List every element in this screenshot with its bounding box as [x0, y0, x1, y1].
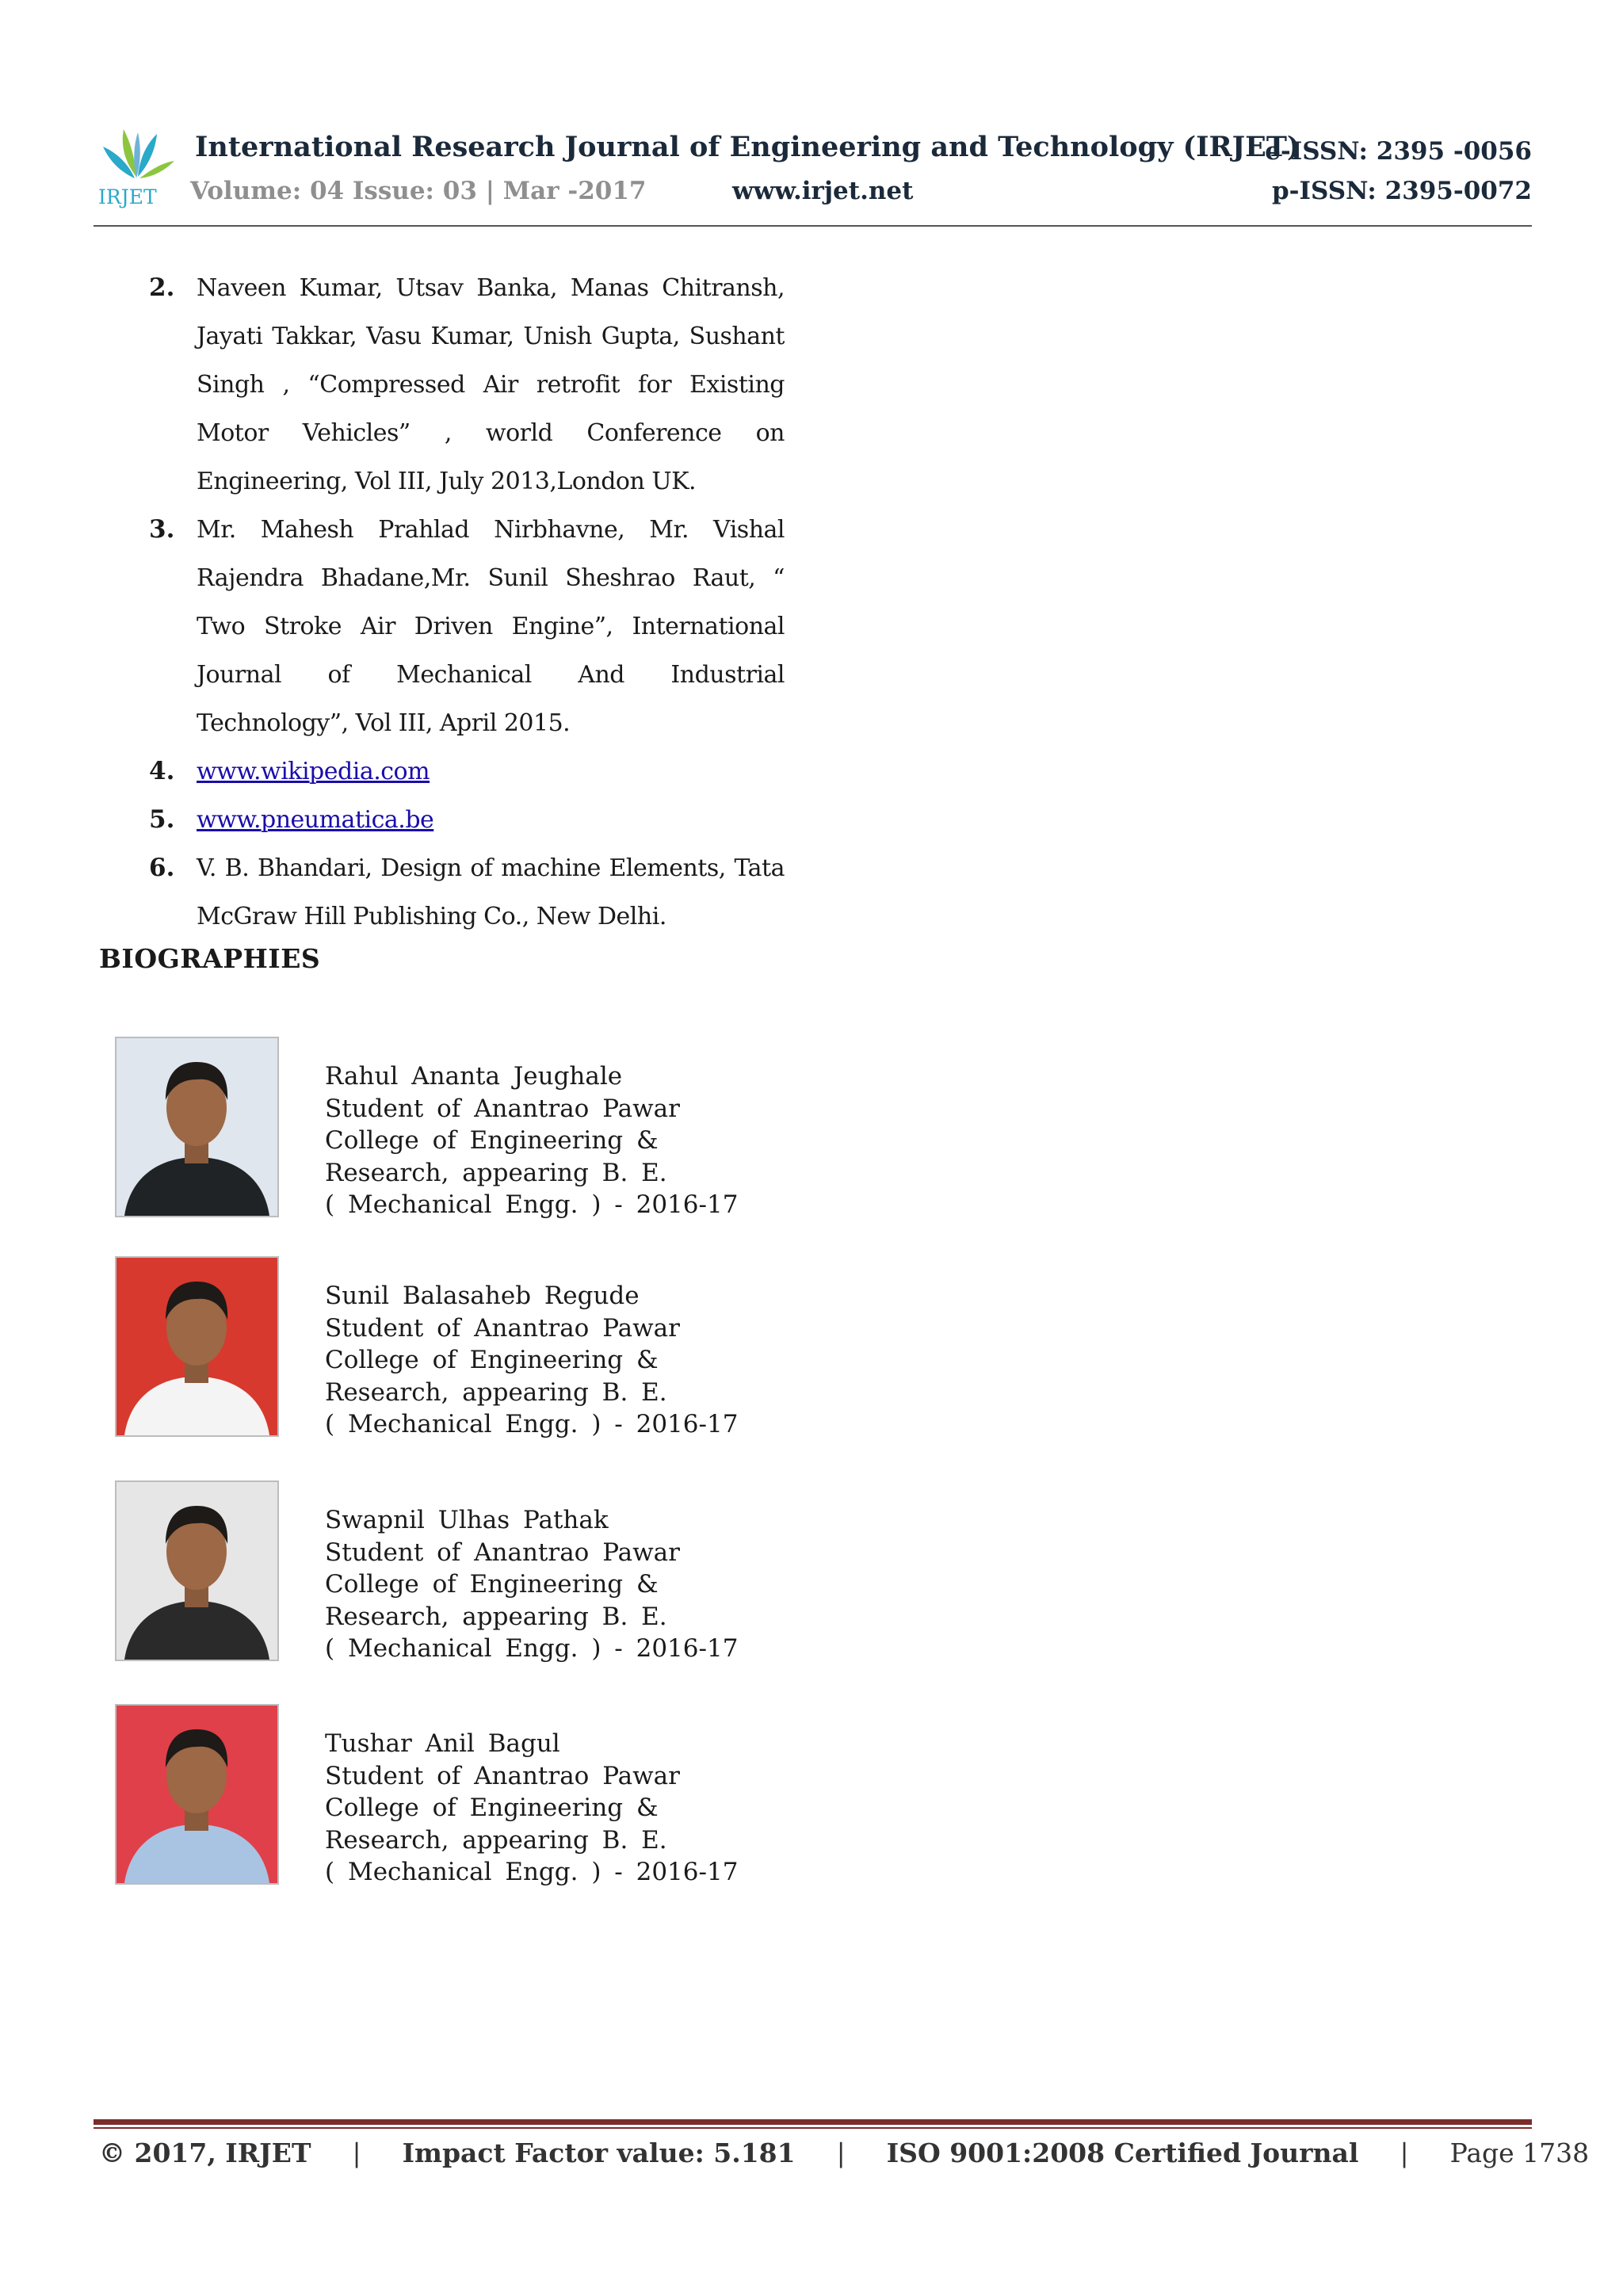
biography-text: [325, 1728, 738, 1889]
author-name: Rahul Ananta Jeughale: [325, 1062, 623, 1091]
references-list: [143, 264, 785, 941]
author-detail-line: Student of Anantrao Pawar: [325, 1313, 680, 1343]
reference-number: 5.: [149, 805, 175, 834]
author-detail-line: Student of Anantrao Pawar: [325, 1761, 680, 1790]
reference-number: 6.: [149, 854, 175, 882]
biography-entry: [115, 1037, 828, 1227]
reference-number: 4.: [149, 757, 175, 785]
header-divider: [94, 225, 1532, 227]
author-detail-line: Student of Anantrao Pawar: [325, 1094, 680, 1123]
footer-rule-thin: [94, 2127, 1532, 2129]
svg-text:IRJET: IRJET: [98, 185, 157, 208]
footer-rule: [94, 2119, 1532, 2125]
author-detail-line: College of Engineering &: [325, 1346, 659, 1374]
footer-copyright: © 2017, IRJET: [99, 2137, 311, 2168]
author-name: Sunil Balasaheb Regude: [325, 1282, 640, 1310]
author-detail-line: Research, appearing B. E.: [325, 1377, 667, 1407]
irjet-logo: [94, 115, 179, 208]
biography-entry: [115, 1256, 828, 1446]
biography-entry: [115, 1704, 828, 1894]
author-photo: [115, 1480, 279, 1661]
journal-website[interactable]: www.irjet.net: [732, 177, 914, 205]
reference-item: [143, 844, 785, 941]
journal-title: International Research Journal of Engineering and Technology (IRJET): [195, 131, 1300, 163]
author-name: Tushar Anil Bagul: [325, 1729, 560, 1758]
reference-text: Mr. Mahesh Prahlad Nirbhavne, Mr. Vishal Rajendra Bhadane,Mr. Sunil Sheshrao Raut, “ Two Stroke Air Driven Engine”, International Journal of Mechanical And Industrial Technology”, Vol III, April 2015.: [197, 516, 785, 737]
reference-item: [143, 264, 785, 506]
biographies-heading: BIOGRAPHIES: [99, 943, 321, 974]
footer-iso: ISO 9001:2008 Certified Journal: [886, 2137, 1359, 2168]
footer-separator: |: [836, 2137, 846, 2168]
biography-text: [325, 1060, 738, 1221]
footer-page-number: Page 1738: [1449, 2137, 1590, 2168]
reference-link[interactable]: www.pneumatica.be: [197, 806, 434, 834]
author-detail-line: ( Mechanical Engg. ) - 2016-17: [325, 1190, 739, 1219]
author-detail-line: College of Engineering &: [325, 1126, 659, 1155]
author-detail-line: College of Engineering &: [325, 1570, 659, 1599]
reference-text: Naveen Kumar, Utsav Banka, Manas Chitransh, Jayati Takkar, Vasu Kumar, Unish Gupta, Sushant Singh , “Compressed Air retrofit for Existing Motor Vehicles” , world Conference on Engineering, Vol III, July 2013,London UK.: [197, 274, 785, 495]
author-detail-line: Student of Anantrao Pawar: [325, 1538, 680, 1567]
author-photo: [115, 1037, 279, 1217]
author-detail-line: ( Mechanical Engg. ) - 2016-17: [325, 1634, 739, 1663]
footer-impact-factor: Impact Factor value: 5.181: [402, 2137, 796, 2168]
reference-text: V. B. Bhandari, Design of machine Elements, Tata McGraw Hill Publishing Co., New Delhi.: [197, 854, 785, 930]
author-detail-line: ( Mechanical Engg. ) - 2016-17: [325, 1858, 739, 1886]
reference-item: [143, 747, 785, 796]
page-footer: [99, 2137, 1589, 2168]
biography-text: [325, 1504, 738, 1665]
volume-issue: Volume: 04 Issue: 03 | Mar -2017: [190, 177, 647, 205]
author-photo: [115, 1704, 279, 1885]
author-detail-line: College of Engineering &: [325, 1794, 659, 1822]
page-header: [94, 115, 1532, 226]
p-issn: p-ISSN: 2395-0072: [1271, 177, 1532, 205]
author-name: Swapnil Ulhas Pathak: [325, 1506, 609, 1534]
author-detail-line: Research, appearing B. E.: [325, 1602, 667, 1631]
footer-separator: |: [352, 2137, 361, 2168]
reference-link[interactable]: www.wikipedia.com: [197, 758, 430, 785]
author-photo: [115, 1256, 279, 1437]
biography-text: [325, 1280, 738, 1441]
reference-item: [143, 506, 785, 747]
author-detail-line: ( Mechanical Engg. ) - 2016-17: [325, 1410, 739, 1438]
e-issn: e-ISSN: 2395 -0056: [1265, 137, 1532, 166]
reference-number: 3.: [149, 515, 175, 544]
author-detail-line: Research, appearing B. E.: [325, 1825, 667, 1855]
reference-item: [143, 796, 785, 844]
biography-entry: [115, 1480, 828, 1671]
footer-separator: |: [1400, 2137, 1409, 2168]
reference-number: 2.: [149, 273, 175, 302]
author-detail-line: Research, appearing B. E.: [325, 1158, 667, 1187]
